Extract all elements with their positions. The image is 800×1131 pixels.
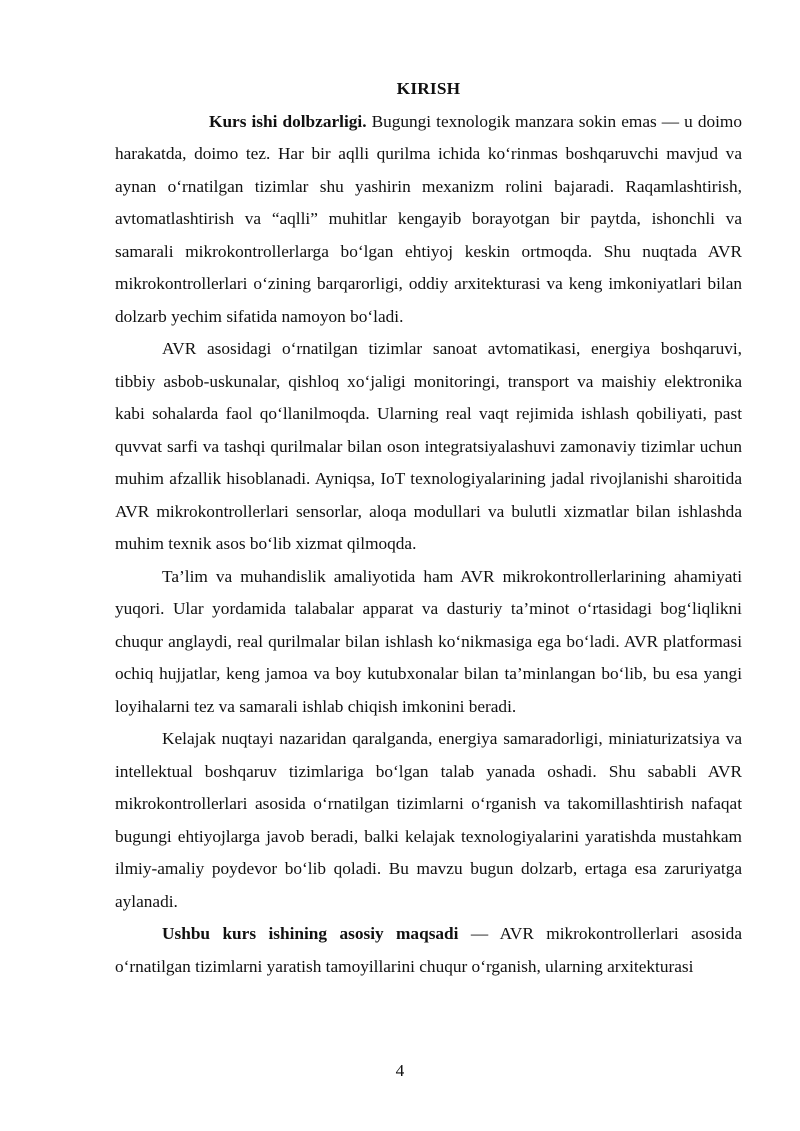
paragraph-education bbox=[115, 561, 742, 724]
section-title: KIRISH bbox=[396, 79, 461, 98]
paragraph-text: — AVR mikrokontrollerlari asosida oʻrnatilgan tizimlarni yaratish tamoyillarini chuqur oʻrganish, ularning arxitekturasi bbox=[115, 924, 742, 976]
paragraph-future bbox=[115, 723, 742, 918]
paragraph-lead: Kurs ishi dolbzarligi. bbox=[209, 111, 367, 131]
paragraph-lead: Ushbu kurs ishining asosiy maqsadi bbox=[162, 924, 459, 943]
paragraph-text: AVR asosidagi oʻrnatilgan tizimlar sanoat avtomatikasi, energiya boshqaruvi, tibbiy asbob-uskunalar, qishloq xoʻjaligi monitoringi, transport va maishiy elektronika kabi sohalarda faol qoʻllanilmoqda. Ularning real vaqt rejimida ishlash qobiliyati, past quvvat sarfi va tashqi qurilmalar bilan oson integratsiyalashuvi zamonaviy tizimlar uchun muhim afzallik hisoblanadi. Ayniqsa, IoT texnologiyalarining jadal rivojlanishi sharoitida AVR mikrokontrollerlari sensorlar, aloqa modullari va bulutli xizmatlar bilan ishlashda muhim texnik asos boʻlib xizmat qilmoqda. bbox=[115, 339, 742, 553]
paragraph-goal bbox=[115, 918, 742, 983]
paragraph-applications bbox=[115, 333, 742, 561]
paragraph-relevance bbox=[115, 106, 742, 334]
paragraph-text: Ta’lim va muhandislik amaliyotida ham AVR mikrokontrollerlarining ahamiyati yuqori. Ular yordamida talabalar apparat va dasturiy ta’minot oʻrtasidagi bogʻliqlikni chuqur anglaydi, real qurilmalar bilan ishlash koʻnikmasiga ega boʻladi. AVR platformasi ochiq hujjatlar, keng jamoa va boy kutubxonalar bilan ta’minlangan boʻlib, bu esa yangi loyihalarni tez va samarali ishlab chiqish imkonini beradi. bbox=[115, 566, 742, 716]
page-content bbox=[115, 73, 742, 983]
paragraph-text: Bugungi texnologik manzara sokin emas — u doimo harakatda, doimo tez. Har bir aqlli qurilma ichida koʻrinmas boshqaruvchi mavjud va aynan oʻrnatilgan tizimlar shu yashirin mexanizm rolini bajaradi. Raqamlashtirish, avtomatlashtirish va “aqlli” muhitlar kengayib borayotgan bir paytda, ishonchli va samarali mikrokontrollerlarga boʻlgan ehtiyoj keskin ortmoqda. Shu nuqtada AVR mikrokontrollerlari oʻzining barqarorligi, oddiy arxitekturasi va keng imkoniyatlari bilan dolzarb yechim sifatida namoyon boʻladi. bbox=[115, 111, 742, 326]
paragraph-text: Kelajak nuqtayi nazaridan qaralganda, energiya samaradorligi, miniaturizatsiya va intellektual boshqaruv tizimlariga boʻlgan talab yanada oshadi. Shu sababli AVR mikrokontrollerlari asosida oʻrnatilgan tizimlarni oʻrganish va takomillashtirish nafaqat bugungi ehtiyojlarga javob beradi, balki kelajak texnologiyalarini yaratishda mustahkam ilmiy-amaliy poydevor boʻlib qoladi. Bu mavzu bugun dolzarb, ertaga esa zaruriyatga aylanadi. bbox=[115, 729, 742, 911]
page-number: 4 bbox=[395, 1061, 405, 1080]
